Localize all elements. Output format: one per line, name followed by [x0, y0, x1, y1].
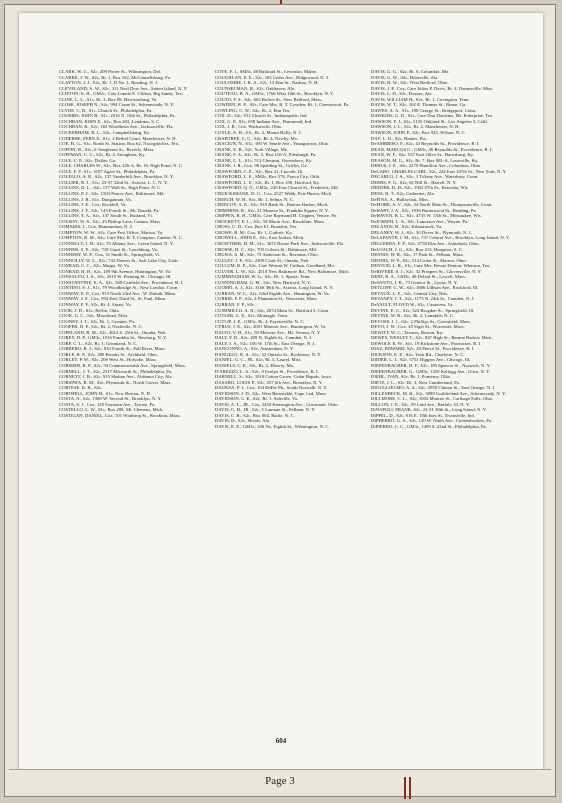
roster-entry: DAVIS, G. W., S2c, Dobeville, Ala.	[371, 74, 439, 80]
roster-entry: COOPER, D. P., S2c, Rt. 2, Nashville, N. C.	[59, 324, 143, 330]
roster-entry: COFFIN, R., S2c, 6 Templeton St., Beverly, Mass.	[59, 146, 155, 152]
roster-entry: D'AREZZO, L. A., S2c, 9 Evelyn St., Providence, R. I.	[215, 368, 319, 374]
roster-entry: DAVIS, W. T., S2c, 102 E. Thomas St., Rome, Ga.	[371, 102, 467, 108]
roster-entry: DeSANTO, J. B., 73 Geneva St., Lyons, N. Y.	[371, 279, 458, 285]
roster-entry: DIEHL, IVAN, S2c, Rt. 1, Pomeroy, Ohio.	[371, 374, 452, 380]
roster-entry: COCKERHAM, R. L., S2c, Campbellsburg, Ky.	[59, 130, 151, 136]
roster-column-2	[215, 69, 363, 729]
roster-entry: DAVIS, L. D., S2c, Dossau, Ala.	[371, 91, 433, 97]
roster-entry: CLARK, W. G., S2c, 209 Porter St., Wilmington, Del.	[59, 69, 162, 74]
roster-entry: CONNOLLY, W. L., S2c, 742 Denver St., Salt Lake City, Utah.	[59, 257, 179, 263]
roster-entry: CORLE, R. P., S2c, 400 Brooks St., Archbald, Ohio.	[59, 351, 159, 357]
roster-entry: DEVANEY, J. T., S2c, 1175 N. 24th St., Camden, N. J.	[371, 296, 475, 302]
roster-entry: CURRAN, F. P., S2c.	[215, 301, 256, 307]
roster-entry: CUSHMILLO, A. N., S2c, 2074 Main St., Hartford 5, Conn.	[215, 307, 330, 313]
page-label: Page 3	[265, 775, 295, 787]
bottom-marker-right	[409, 777, 411, 799]
roster-entry: DeFINA, A., Bullavilaii, Miss.	[371, 196, 430, 202]
roster-entry: DANIELS, C. E., S2c, Rt. 2, Elberry, Mo.	[215, 362, 295, 368]
roster-entry: DeHART, J. A., S2c, 1936 Butterwood St., Reading, Pa.	[371, 207, 477, 213]
roster-entry: COLELLO, A. R., S2c, 137 Vanderbilt Ave., Brooklyn, N. Y.	[59, 174, 174, 180]
roster-entry: COMPTON, R. M., S2c, Care Mrs. R. T. Compton, Canton, N. C.	[59, 235, 184, 241]
bottom-marker-left	[404, 777, 406, 799]
roster-entry: DALY, J. A., S2c, 106 W. 17th St., East Orange, N. J.	[215, 340, 316, 346]
roster-entry: COOK, G. C., S2c, Moorhead, Miss.	[59, 313, 129, 319]
roster-entry: CONTINO, S. J., S1c, 79 Woodbridge St., New London, Conn.	[59, 285, 179, 291]
roster-entry: DECARLO, J. A., S2c, 1 Tiffany Ave., Waterbury, Conn.	[371, 174, 479, 180]
roster-entry: COLSON, W. S., S2c, 23 Bishop Lane, Canton, Mass.	[59, 218, 162, 224]
roster-entry: CROCKETT, E. L., S2c, 58 Morin Ave., Brookline, Mass.	[215, 218, 325, 224]
roster-entry: DANGELO, R. A., S1c, 22 Ontario St., Rochester, N. Y.	[215, 351, 322, 357]
roster-entry: COFFMAN, C. C., S2c, Rt. 2, Stoughton, Ky.	[59, 152, 146, 158]
roster-entry: DIAZ, EDWARD, S2c, 43 Pierce St., Providence, R. I.	[371, 346, 475, 352]
roster-entry: DELANEY, W. J., S2c, 30 Dover St., Plymouth, N. J.	[371, 229, 472, 235]
roster-entry: CLAYTON, J. J., S2c, Rt. 1, D No. 1, Reading, N. J.	[59, 80, 159, 86]
roster-entry: CRANE, J. R., Cox, 98 Spalding St., Griffin, Ga.	[215, 163, 308, 169]
roster-entry: CONNERY, W. F., Cox, 31 Smith St., Springfield, Vt.	[59, 252, 161, 258]
roster-entry: COONEY, J. T., S2c, Rt. 1, Grenner, Pa.	[59, 318, 136, 324]
roster-entry: COX, J. B., Cox, Wadsworth, Ohio.	[215, 124, 283, 130]
roster-entry: DeLAPANTE, J. M., S2c, 737 Central Ave., Brooklyn, Long Island, N. Y.	[371, 235, 510, 241]
roster-entry: COE, H. G., S1c, North St. Station, Box 62, Nacogdoches, Tex.	[59, 141, 180, 147]
roster-entry: CULLEY, J. F., S1c, 2209 Clark St., Omaha, Neb.	[215, 257, 310, 263]
roster-entry: CORLEY, P. W., S2c, 200 West St., Holyoke, Mass.	[59, 357, 157, 363]
roster-entry: DEWITT, W. C., Tavares, Boston, Ky.	[371, 329, 444, 335]
roster-entry: DALY, F. D., S2c, 209 N. Eighth St., Camden, N. J.	[215, 335, 313, 341]
roster-entry: COUTO, F. S., S2c, 665 Bolton St., New Bedford, Mass.	[215, 96, 323, 102]
roster-entry: DeJOSEPH, L. A., S2c, Lancaster Ave., Wayne, Pa.	[371, 218, 469, 224]
roster-entry: CRANE, E. B., S2c, York Village, Me.	[215, 146, 289, 152]
roster-column-3	[371, 69, 519, 729]
roster-entry: DEVINE, E. C., S2c, 524 Brogden St., Springfield, Ill.	[371, 307, 475, 313]
roster-entry: DiPIERRO, C. C., GM3c, 1409 S. 22nd St., Philadelphia, Pa.	[371, 424, 487, 429]
roster-entry: DEAN, MARCUS G., GM3c, 46 Reynolds St., Providence, R. I.	[371, 146, 493, 152]
roster-entry: COUGHLAN, E. E., S2c, 165 Cedar Ave., Ridgewood, N. J.	[215, 74, 330, 80]
roster-entry: DAVIS, WILLIAM H., S2c, Rt. 1, Covington, Tenn.	[371, 96, 470, 102]
roster-entry: DEVO, J. W., Cox, 45 Siget St., Worcester, Mass.	[371, 324, 465, 330]
roster-entry: CUTLIP, J. E., GM3c, Rt. 4, Fayetteville, N. C.	[215, 318, 305, 324]
roster-entry: DETLOFF, C. W., S2c, 1006 Lilburn Ave., Rockford, Ill.	[371, 285, 479, 291]
roster-entry: CRAWFORD, L. E., S2c, Rt. 1, Box 150, Hartford, Ky.	[215, 179, 320, 185]
roster-entry: DeAMBRISO, F., S2c, 43 Reynolds St., Providence, R. I.	[371, 141, 480, 147]
roster-entry: CONWAY, J. F., Cox, 994 East Third St., St. Paul, Minn.	[59, 296, 167, 302]
roster-entry: CRAWFORD, C. E., S2c, Box 21, Lincoln, Ill.	[215, 168, 304, 174]
roster-entry: CONWAY, E. P., Cox, 913 North 23rd Ave., W. Duluth, Minn.	[59, 290, 177, 296]
roster-entry: CULVER, L. W., S2c, 4510 New Baltimore Rd., New Baltimore, Mich.	[215, 268, 350, 274]
roster-entry: DANIEL, G. C., JR., S2c, Rt. 5, Laurel, Miss.	[215, 357, 302, 363]
roster-entry: COLE, F. P., S1c, 3107 Agate St., Philadelphia, Pa.	[59, 168, 156, 174]
roster-entry: COX, G. P., S2c, 658 Indiana Ave., Hammond, Ind.	[215, 118, 313, 124]
roster-entry: DEASON, M. G., S2c, Rt. 7, Box 881-A, Louisville, Ky.	[371, 157, 479, 163]
roster-entry: DERY, R. A., GM3c, 48 Delard St., Lowell, Mass.	[371, 274, 467, 280]
roster-entry: COCHRAN, R., S2c, 163 Woodlawn Ave., Jacksonville, Fla.	[59, 124, 174, 130]
roster-entry: DAWSON, JOHN P., S2c, Box 925, Wilson, N. C.	[371, 130, 466, 136]
document-page	[19, 13, 543, 773]
roster-entry: COLLINS, J. B., S1c, Dungannon, Va.	[59, 196, 132, 202]
roster-entry: CROWTHER, H. M., S1c, 3672 Boone Park Ave., Jacksonville, Fla.	[215, 240, 345, 246]
page-number: 604	[275, 737, 287, 745]
roster-entry: CORTHELL, JOHN H., S1c, New Boston, N. H.	[59, 390, 152, 396]
roster-entry: CURRIE, F. P., S2c, 4 Plantation St., Worcester, Mass.	[215, 296, 318, 302]
roster-entry: DAWES, A. A., S1c, 100 George St., Bridgeport, Conn.	[371, 107, 477, 113]
roster-entry: CREECOY, A. E., S2c, 915 Bank St., Benton Harbor, Mich.	[215, 202, 329, 208]
roster-entry: DAWSON, F. J., S2c, 5125 Oakland St., Los Angeles 3, Calif.	[371, 118, 489, 124]
roster-entry: CRUISA, S. M., S2c, 73 Anderson St., Ravenna, Ohio.	[215, 252, 319, 258]
roster-entry: DeVAULT, FLOYD W., S2c, Casanova, Va.	[371, 301, 454, 307]
roster-entry: CONNELLY, J. H., S2c, 70 Albany Ave., Green Island, N. Y.	[59, 240, 174, 246]
roster-entry: CRIMMINS, R., S2c, 21 Monroe St., Franklin Square, N. Y.	[215, 207, 329, 213]
roster-entry: CLYDE, C. B., S1c, Church St., Philadelphia, Pa.	[59, 107, 153, 113]
roster-entry: DAVIS, G. G., S2c, Rt. 6, Columbia, Mo.	[371, 69, 450, 74]
roster-entry: COMPTON, W. W., S2c, Care Post Office, Marion, Va.	[59, 229, 164, 235]
roster-entry: DEEDER, D. D., S2c, 1902 07th St., Kenosha, Wis.	[371, 185, 469, 191]
roster-entry: CORSINIA, R. M., S2c, Plymouth St., North Carver, Mass.	[59, 379, 172, 385]
roster-entry: COLLIER, R. J., S1c, 23-37 32nd St., Astoria, L. I., N. Y.	[59, 179, 168, 185]
roster-entry: DASARO, LOUIS P., S2c, 257 6th Ave., Brooklyn, N. Y.	[215, 379, 323, 385]
roster-entry: CRIPPEN, R. H., GM3c, Care Raymond H. Crippen, Venice, Pa.	[215, 213, 338, 219]
roster-entry: CULLUM, R. E., S2c, Care Weston W. Cullum, Goodland, Mo.	[215, 263, 335, 269]
roster-entry: CONNER, S. E., S2c, 718 Court St., Lynchburg, Va.	[59, 246, 158, 252]
roster-entry: DeHAVEN, B. L., S2c, 4735 W. 15th St., Milwaukee, Wis.	[371, 213, 482, 219]
roster-entry: CORTESE, R. R., S2c.	[59, 385, 103, 391]
roster-entry: CROWE, R. M., Cox, Rt. 1, Guthrie, Ky.	[215, 229, 293, 235]
roster-entry: DILLENBECK, M. R., S2c, 3089 Guilderland Ave., Schenectady, N. Y.	[371, 390, 506, 396]
roster-entry: CORNETT, J. B., S2c, 915 Shaban Ave., Alabama City, Ala.	[59, 374, 173, 380]
roster-entry: CORP, C. L., S2c, Rt. 1, Grinnland, N. C.	[59, 340, 138, 346]
roster-entry: DEVOSS, J. J., S2c, 2 Phillips St., Greenfield, Mass.	[371, 318, 472, 324]
roster-entry: CLARKE, J. W., S2c, Rt. 1, Box 102, McConnellsburg, Pa.	[59, 74, 172, 80]
roster-entry: COWDEN, R. E., S2c, Care Mrs. R. T. Cowden, Rt. 1, Greenwood, Pa.	[215, 102, 350, 108]
roster-entry: COTE, F. J., SM3c, 48 Railroad St., Lewiston, Maine.	[215, 69, 318, 74]
roster-entry: DELLERBA, F. P., S2c, 4750 Elm Ave., Ashtabula, Ohio.	[371, 240, 480, 246]
roster-entry: DAWSON, J. L., S1c, Rt. 2, Manchester, N. H.	[371, 124, 460, 130]
roster-entry: DENTON, L. R., S1c, Care Mrs. Bessie Denton, Wharton, Tex.	[371, 263, 491, 269]
roster-entry: DAVIS, D., S2c, Shoals, Ala.	[215, 418, 271, 424]
roster-entry: COLLINS, J. F., S2c, 143 Fourth St., Mc Donald, Pa.	[59, 207, 160, 213]
roster-entry: DAWKINS, G. D., S2c, Care Don Dawkins, Mt. Enterprise, Tex.	[371, 113, 494, 119]
roster-entry: CREECH, W. B., S2c, Rt. 1, Selma, N. C.	[215, 196, 295, 202]
roster-entry: CRUICKSHANK, D. G., Cox, 2527 Webb, Port Huron, Mich.	[215, 191, 333, 197]
roster-entry: DIGUGLIELMO, A. A., S2c, 2950 Clinton St., East Orange, N. J.	[371, 385, 496, 391]
roster-entry: DeFIORE, A. V., S2c, 34 North Main St., Thompsonville, Conn.	[371, 202, 493, 208]
roster-entry: CRAWFORD, L. E., SM2c, Box 576, Ponca City, Okla.	[215, 174, 321, 180]
roster-entry: COPELAND, R. M., S2c, 4614 S. 25th St., Omaha, Neb.	[59, 329, 167, 335]
roster-entry: COOMBS, JOHN B., S1c, 2016 N. 16th St., Philadelphia, Pa.	[59, 113, 176, 119]
roster-entry: CUMMINGHAM, W. G., S2c, Rt. 1, Sparta, Tenn.	[215, 274, 311, 280]
roster-entry: COX, D., S2c, 912 Church St., Indianapolis, Ind.	[215, 113, 308, 119]
page-navigation-bar	[9, 769, 551, 792]
roster-entry: COLLINS, J. E., Cox, Rockhill, Va.	[59, 202, 127, 208]
roster-entry: DALTO, V. H., S1c, 50 Melrose Ave., Mt. Vernon, N. Y.	[215, 329, 321, 335]
roster-entry: COCHRAN, JOHN E., S2c, Box 203, Landrum, S. C.	[59, 118, 161, 124]
roster-entry: CORMIER, R. P., S2c, 50 Commonwealth Ave., Springfield, Mass.	[59, 362, 186, 368]
roster-entry: COMARIS, J., Cox, Hammonton, N. J.	[59, 224, 133, 230]
roster-entry: DEWOLF, E. W., S1c, 19 Kirkstone Ave., Pawtucket, R. I.	[371, 340, 482, 346]
roster-entry: DEEBS, F. G., S2c, 61 Hill St., Harrell, N. Y.	[371, 179, 457, 185]
roster-entry: COWLING, C. W., S2c, Rt. 2, Elm Tex.	[215, 107, 291, 113]
roster-entry: DIETZ, J. L., S2c, Rt. 3, New Cumberland, Pa.	[371, 379, 461, 385]
roster-entry: DIPHERRO, G. A., S2c, 120 W. Ninth Ave., Conshohocken, Pa.	[371, 418, 493, 424]
roster-entry: DENNIS, W. P., S2c, 514 Cedar St., Marion, Ohio.	[371, 257, 467, 263]
roster-entry: CODERRE, FERN E., S1c, 2 Bethel Court, Manchester, N. H.	[59, 135, 177, 141]
roster-entry: DAVIS, C. R., S2c, Box 804, Radio, N. C.	[215, 412, 295, 418]
roster-entry: CLINE, L. L., S1c, Rt. 3, Box 88, Harrisonburg, Va.	[59, 96, 158, 102]
roster-entry: CYRUS, J. E., S2c, 2001 Monroe Ave., Huntington, W. Va.	[215, 324, 327, 330]
roster-entry: DICKSON, E. E., S2c, York Rd., Charlotte, N. C.	[371, 351, 465, 357]
roster-entry: DEVINE, W. B., S2c, Rt. 2, Lansdale, N. C.	[371, 313, 455, 319]
roster-entry: CONSTANTINE, E. A., S2c, 309 Canfield Ave., Providence, R. I.	[59, 279, 184, 285]
roster-entry: CRACIUN, N., S1c, 160 W. Searle Ave., Youngstown, Ohio.	[215, 141, 330, 147]
roster-entry: DIDIER, L. J., S2c, 5751 Higgins Ave., Chicago, Ill.	[371, 357, 471, 363]
roster-entry: COLE, CHARLES W., S2c, Box 326-A, Rt. 16, High Point, N. C.	[59, 163, 184, 169]
roster-entry: COSTELLO, L. W., S1c, Box 298, Mt. Clemens, Mich.	[59, 407, 164, 413]
roster-entry: COOK, J. D., S2c, Berlin, Okla.	[59, 307, 120, 313]
roster-entry: DAVIDSON, L. E., S2c, Rt. 1, Saltville, Va.	[215, 396, 299, 402]
roster-entry: DIEFENBACHER, G., GM3c, 1259 Kellogg Ave., Utica, N. Y.	[371, 368, 491, 374]
roster-entry: COSTIGAN, DANIEL, Cox, 101 Winthrop St., Brockton, Mass.	[59, 412, 181, 418]
roster-entry: DANCONNO, A., S2c, Amsterdam, N. Y.	[215, 346, 294, 352]
roster-entry: COULOMBE, J. R. A., S2c, 13 Elm St., Nashua, N. H.	[215, 80, 319, 86]
roster-entry: DEES, H. T., S2c, Catherine, Ala.	[371, 191, 435, 197]
roster-entry: COLLINS, T. A., S2c, 137 South St., Rutland, Vt.	[59, 213, 154, 219]
roster-entry: COLLINS, F. J., S2c, 1503 Pearce Ave., Baltimore, Md.	[59, 191, 165, 197]
roster-entry: CROSS, C. D., Cox, Box 61, Brandon, Tex.	[215, 224, 298, 230]
roster-entry: DAVIS, C. H., JR., S2c, 5 Lanman St., Pelham, N. Y.	[215, 407, 316, 413]
roster-entry: CRAWFORD, Q. N., GM2c, 220 East Church St., Frederick, Md.	[215, 185, 339, 191]
roster-entry: CRANE, F. A., S2c, Rt. 5, Box 116-A, Pittsburgh, Pa.	[215, 152, 317, 158]
roster-entry: COSTA, A., S2c, 1560 W. Second St., Brooklyn, N. Y.	[59, 396, 162, 402]
roster-entry: DAVIS, J. P., Cox, Care Julius P. Davis, Rt. 4, Dennisville, Miss.	[371, 85, 494, 91]
roster-entry: CRANE, L. L., S1c, 513 Chestnut, Owensboro, Ky.	[215, 157, 313, 163]
roster-entry: DARNELL, S., S2c, 1010 Cotton Grove, Cedar Rapids, Iowa.	[215, 374, 332, 380]
roster-entry: CURRAN, W. C., S2c, 63rd Eighth Ave., Huntington, W. Va.	[215, 290, 330, 296]
roster-entry: DENNIS, W. R., S2c, 17 Park St., Pelham, Mass.	[371, 252, 464, 258]
roster-entry: DAUKSA, P. J., Cox, 104 DeFer Pk., South Norwalk, N. Y.	[215, 385, 328, 391]
roster-entry: DAVIDSON, J. D., S2c, West Barnstable, Cape Cod, Mass.	[215, 390, 327, 396]
roster-entry: DAVIS, E. E., GM3c, 106 No. Eighth St., Wilmington, N. C.	[215, 424, 330, 429]
roster-entry: DAY, L. D., S2c, Haines, Fla.	[371, 135, 427, 141]
roster-entry: COUNSELMAN, B., S2c, Oakhaven, Ala.	[215, 85, 296, 91]
roster-entry: CLEVELAND, A. W., S2c, 311 Neal Dow Ave., Staten Island, N. Y.	[59, 85, 188, 91]
roster-entry: CROSSE, H. C., S2c, 703 Colvert St., Baltimore, Md.	[215, 246, 317, 252]
roster-entry: DILLMORE, C. L., S2c, 1002 Monroe St., Carthage Falls, Ohio.	[371, 396, 494, 402]
roster-entry: CONRAD, H. H., S2c, 109 9th Avenue, Huntington, W. Va.	[59, 268, 172, 274]
roster-entry: CONRAD, C. C., S2c, Mingo, W. Va.	[59, 263, 130, 269]
roster-entry: DeRIVERE, S. J., S2c, 32 Prospect St., Gloversville, N. Y.	[371, 268, 482, 274]
roster-entry: CONWAY, P. P., S2c, Rt. 4, Stuart, Va.	[59, 301, 132, 307]
roster-entry: DEAN, W. F., S2c, 537 East Olive St., Harrisburg, Ky.	[371, 152, 474, 158]
roster-entry: DELANOS, B., S2c, Kilmarnock, Va.	[371, 224, 443, 230]
roster-entry: CUOMO, A. J., S2c, 3168 38th St., Astoria, Long Island, N. Y.	[215, 285, 334, 291]
roster-entry: CROWELL, JOHN E., S2c, East Jordan, Mich.	[215, 235, 305, 241]
roster-entry: DAVIS, A. L., JR., Cox, 2458 Kensington Ave., Cincinnati, Ohio.	[215, 401, 339, 407]
roster-entry: COSTA, S. J., Cox, 129 Fountain Ave., Tyrone, Pa.	[59, 401, 156, 407]
roster-entry: CORRERO, R. J., S2c, 810 Fourth St., Fall River, Mass.	[59, 346, 166, 352]
viewer-frame	[4, 4, 556, 797]
roster-entry: CONSALVO, J. A., S1c, 2915 W. Fleming St., Chicago, Ill.	[59, 274, 172, 280]
roster-entry: DEVAUX, L. E., S2c, Central City, Neb.	[371, 290, 448, 296]
roster-column-1	[59, 69, 207, 729]
roster-entry: DeLOACH, J. G., S2c, Box 213, Hampton, S. C.	[371, 246, 464, 252]
roster-entry: CORNELL, J. T., S2c, 2317 Ellsworth St., Philadelphia, Pa.	[59, 368, 173, 374]
roster-entry: DEWEY, WESLEY T., S2c, 847 High St., Benton Harbor, Mich.	[371, 335, 493, 341]
roster-entry: DIEFENBACHER, D. F., S2c, 185 Spencer St., Norwich, N. Y.	[371, 362, 491, 368]
roster-entry: DIPPEL, D., S2c, 916 E. 18th Ines St., Evansville, Ind.	[371, 412, 476, 418]
roster-entry: CRABTREE, C. C., S2c, Rt. 4, Newby, Mo.	[215, 135, 299, 141]
roster-entry: DeCARO, CHARLES CARL, S2c, 224 East 107th St., New York, N. Y.	[371, 168, 507, 174]
roster-entry: COYLE, A. H., S1c, Rt. 2, Mount Holly, N. J.	[215, 130, 302, 136]
roster-columns	[59, 69, 519, 729]
roster-entry: DiNAPOLI, FRANK, S2c, 24-31 38th St., Long Island, N. Y.	[371, 407, 487, 413]
roster-entry: CUNNINGHAM, G. M., S2c, New Hartford, N. Y.	[215, 279, 311, 285]
roster-entry: COREY, D. P., GM3c, 1016 Franklin St., Newburg, N. Y.	[59, 335, 168, 341]
roster-entry: CLIFTON, E. H., GM2c, Care Lonnie E. Clifton, Big Sandy, Tex.	[59, 91, 184, 97]
roster-entry: DAVIS, H. W., S2c, West Redford, Ohio.	[371, 80, 449, 86]
roster-entry: CLOSE, JOSEPH N., S2c, 994 Crane St., Schenectady, N. Y.	[59, 102, 175, 108]
roster-entry: DILLON, J. E., S2c, 59 Lind Ave., Buffalo 10, N. Y.	[371, 401, 470, 407]
roster-entry: CUTLER, G. E., S2c, Montagle, Tenn.	[215, 313, 289, 319]
roster-entry: COLLINS, D. L., S2c, 137 Wall St., High Point, N. C.	[59, 185, 162, 191]
roster-entry: COLE, C. E., S2c, Dallas, Ga.	[59, 157, 117, 163]
roster-entry: COUTEAU, R. A., GM3c, 1766 West 10th St., Brooklyn, N. Y.	[215, 91, 335, 97]
roster-entry: DEBUS, J. E., S2c, 2279 Hamilton Ave., Columbus, Ohio.	[371, 163, 482, 169]
